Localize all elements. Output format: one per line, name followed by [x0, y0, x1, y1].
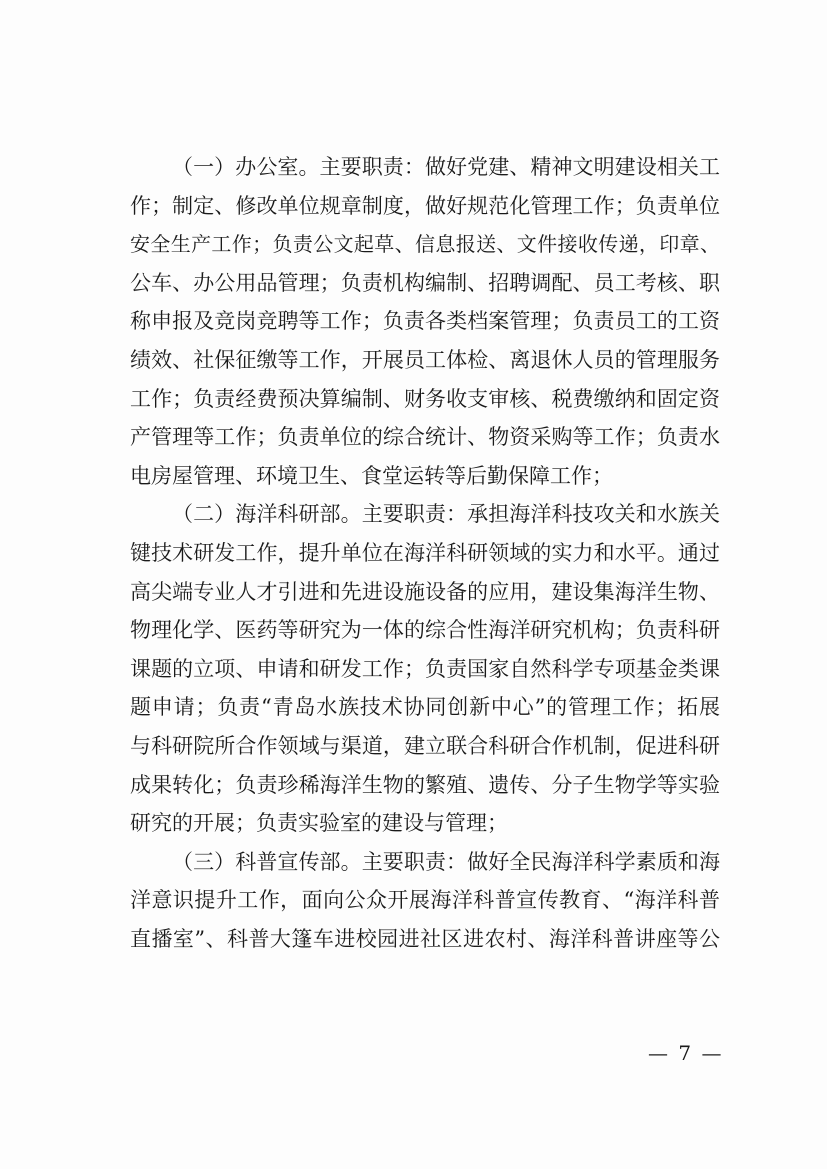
section-science-outreach	[130, 843, 720, 959]
section-office	[130, 148, 720, 495]
text-line: （一）办公室。主要职责：做好党建、精神文明建设相关工	[172, 155, 720, 179]
text-line: 物理化学、医药等研究为一体的综合性海洋研究机构；负责科研	[130, 618, 720, 643]
text-line: （二）海洋科研部。主要职责：承担海洋科技攻关和水族关	[172, 502, 720, 527]
text-line: 键技术研发工作，提升单位在海洋科研领域的实力和水平。通过	[130, 540, 720, 565]
text-line: 产管理等工作；负责单位的综合统计、物资采购等工作；负责水	[130, 425, 720, 450]
text-line: 直播室”、科普大篷车进校园进社区进农村、海洋科普讲座等公	[130, 926, 720, 951]
text-line: 安全生产工作；负责公文起草、信息报送、文件接收传递，印章、	[130, 232, 720, 257]
page-number: — 7 —	[648, 1041, 724, 1065]
text-line: 作；制定、修改单位规章制度，做好规范化管理工作；负责单位	[130, 193, 720, 218]
text-line: 题申请；负责“青岛水族技术协同创新中心”的管理工作；拓展	[130, 695, 720, 720]
text-line: 课题的立项、申请和研发工作；负责国家自然科学专项基金类课	[130, 656, 720, 681]
text-line: 与科研院所合作领域与渠道，建立联合科研合作机制，促进科研	[130, 733, 720, 758]
text-line: 研究的开展；负责实验室的建设与管理；	[130, 811, 508, 836]
text-line: 绩效、社保征缴等工作，开展员工体检、离退休人员的管理服务	[130, 347, 720, 372]
body-text	[130, 148, 720, 958]
text-line: （三）科普宣传部。主要职责：做好全民海洋科学素质和海	[172, 849, 720, 874]
text-line: 公车、办公用品管理；负责机构编制、招聘调配、员工考核、职	[130, 270, 720, 295]
text-line: 称申报及竞岗竞聘等工作；负责各类档案管理；负责员工的工资	[130, 309, 720, 334]
text-line: 高尖端专业人才引进和先进设施设备的应用，建设集海洋生物、	[130, 579, 720, 604]
text-line: 工作；负责经费预决算编制、财务收支审核、税费缴纳和固定资	[130, 386, 720, 411]
text-line: 成果转化；负责珍稀海洋生物的繁殖、遗传、分子生物学等实验	[130, 772, 720, 797]
section-marine-research	[130, 495, 720, 842]
text-line: 洋意识提升工作，面向公众开展海洋科普宣传教育、“海洋科普	[130, 888, 720, 913]
text-line: 电房屋管理、环境卫生、食堂运转等后勤保障工作；	[130, 463, 613, 488]
